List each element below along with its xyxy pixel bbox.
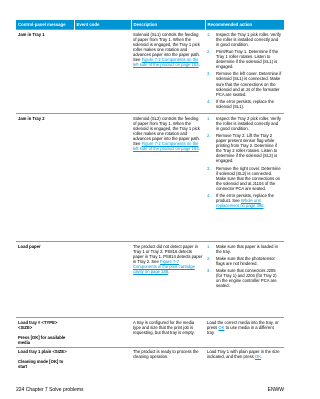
message-line: Press [OK] for available media — [18, 334, 66, 345]
ok-link[interactable]: OK — [254, 354, 262, 360]
action-end: to use media in a different tray. — [207, 324, 274, 335]
message-load-tray — [16, 318, 74, 347]
step-text: Remove the left cover. Determine if solenoid (SL1) is connected. Make sure that the connections on the solenoid and at J4 of the formatter PCA are seated. — [216, 71, 282, 97]
action-text: Load Tray 1 with plain paper in the size indicated, and then press — [207, 349, 280, 360]
step-text-end: . — [263, 203, 265, 209]
event-code-cell — [74, 30, 131, 114]
action-cell — [205, 347, 284, 371]
step-number: 4. — [207, 193, 211, 198]
message-line: Cleaning mode [OK] to start — [18, 359, 64, 370]
step-text: Print/Run Tray 1. Determine if the Tray 1 roller rotates. Listen to determine if the solenoid (SL1) is engaged. — [216, 48, 279, 70]
step-number: 1. — [207, 31, 211, 37]
list-item — [207, 256, 282, 266]
list-item — [207, 133, 282, 164]
event-code-cell — [74, 347, 131, 371]
step-text: Make sure that paper is loaded in the tray. — [216, 243, 278, 254]
list-item — [207, 193, 282, 208]
table-row — [16, 318, 284, 347]
step-number: 1. — [207, 243, 211, 249]
step-text: Make sure that the photosensor flags are not hindered. — [216, 255, 275, 266]
message-jam-tray-1: Jam in Tray 1 — [16, 30, 74, 114]
message-load-tray-1-plain — [16, 347, 74, 371]
step-number: 2. — [207, 48, 211, 54]
description-cell — [131, 114, 205, 242]
event-code-cell — [74, 318, 131, 347]
ok-link[interactable]: OK — [218, 324, 225, 330]
figure-link[interactable]: Figure 7-2 Components on the left side of the product on page 184 — [133, 141, 199, 152]
message-load-paper: Load paper — [16, 242, 74, 318]
step-text: Inspect the Tray 1 pick roller. Verify the roller is installed correctly and in good condition. — [216, 31, 281, 47]
description-cell: The product is ready to process the cleaning operation. — [131, 347, 205, 371]
description-text: Solenoid (SL2) controls the feeding of paper from Tray 1. When the solenoid is engaged, the Tray 1 pick roller makes one rotation and advances paper into the paper path. See — [133, 115, 201, 147]
header-event-code: Event code — [74, 20, 131, 30]
action-cell — [205, 114, 284, 242]
step-text — [216, 193, 282, 208]
description-end: . — [168, 269, 170, 275]
header-message: Control-panel message — [16, 20, 74, 30]
action-end: . — [261, 354, 263, 360]
figure-link[interactable]: Figure 7-7 Components in the print cartridge cavity on page 188 — [133, 258, 195, 275]
action-cell — [205, 242, 284, 318]
table-row — [16, 30, 284, 114]
table-row — [16, 114, 284, 242]
footer-locale: ENWW — [267, 387, 284, 393]
error-message-table — [16, 20, 285, 371]
step-number: 3. — [207, 165, 211, 171]
step-number: 3. — [207, 71, 211, 77]
list-item — [207, 244, 282, 254]
step-text: Make sure that connectors J205 (for Tray 1) and J204 (for Tray 2) on the engine controller PCA are seated. — [216, 268, 277, 289]
step-text: Remove the right cover. Determine if solenoid (SL2) is connected. Make sure that the connections on the solenoid and at J1104 of the connector PCA are seated. — [216, 165, 281, 191]
description-cell — [131, 242, 205, 318]
description-cell — [131, 30, 205, 114]
description-end: . — [198, 62, 200, 68]
header-recommended-action: Recommended action — [205, 20, 284, 30]
step-text-part: If the error persists, replace the product. See — [216, 193, 274, 204]
description-text: The product did not detect paper in Tray 1 or Tray 2. PS816 detects paper in Tray 1. PS814 detects paper in Tray 2. See — [133, 243, 203, 264]
list-item — [207, 268, 282, 288]
action-cell — [205, 30, 284, 114]
list-item — [207, 32, 282, 47]
figure-link[interactable]: Figure 7-2 Components on the left side of the product on page 184 — [133, 57, 199, 68]
list-item — [207, 99, 282, 109]
action-cell — [205, 318, 284, 347]
step-text: If the error persists, replace the solenoid (SL1). — [216, 98, 274, 109]
step-text: Remove Tray 2. Lift the Tray 2 paper present sensor flag while printing from Tray 2. Determine if the Tray 2 roller rotates. Listen to determine if the solenoid (SL2) is engaged. — [216, 132, 278, 164]
table-row — [16, 242, 284, 318]
list-item — [207, 116, 282, 131]
list-item — [207, 71, 282, 96]
message-jam-tray-2: Jam in Tray 2 — [16, 114, 74, 242]
description-text: Solenoid (SL1) controls the feeding of paper from Tray 1. When the solenoid is engaged, the Tray 1 pick roller makes one rotation and advances paper into the paper path. See — [133, 31, 201, 63]
event-code-cell — [74, 114, 131, 242]
header-description: Description — [131, 20, 205, 30]
action-text: Load the correct media into the tray, or press — [207, 319, 279, 330]
message-line: Load tray # <TYPE> <SIZE> — [18, 319, 58, 330]
description-cell: A tray is configured for the media type and size that the print job is requesting, but that tray is empty. — [131, 318, 205, 347]
step-text: Inspect the Tray 2 pick roller. Verify the roller is installed correctly and in good condition. — [216, 115, 281, 131]
step-number: 1. — [207, 115, 211, 121]
event-code-cell — [74, 242, 131, 318]
step-number: 4. — [207, 98, 211, 104]
list-item — [207, 49, 282, 69]
description-end: . — [198, 146, 200, 152]
replacement-link[interactable]: Whole unit replacement on page 396 — [216, 198, 264, 209]
page-footer — [16, 387, 284, 395]
list-item — [207, 166, 282, 191]
message-line: Load tray 1 plain <SIZE> — [18, 349, 67, 355]
step-number: 2. — [207, 255, 211, 261]
table-row — [16, 347, 284, 371]
footer-page-info: 224 Chapter 7 Solve problems — [16, 387, 84, 393]
step-number: 2. — [207, 132, 211, 138]
step-number: 3. — [207, 268, 211, 274]
table-header-row — [16, 20, 284, 30]
